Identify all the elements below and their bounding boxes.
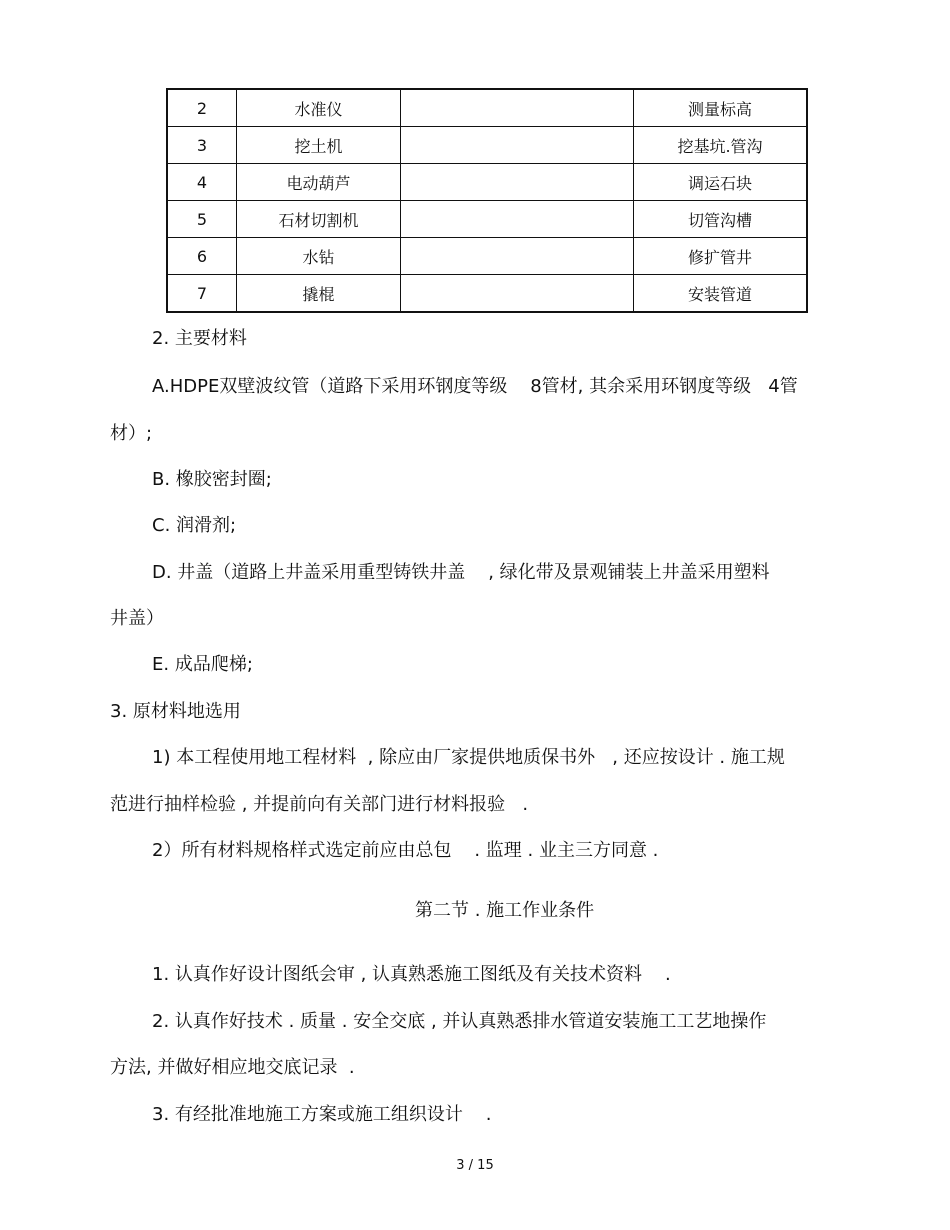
- selection-heading: 3. 原材料地选用: [110, 701, 241, 722]
- row-number-cell: 5: [167, 201, 237, 238]
- equipment-use-cell: 测量标高: [634, 89, 808, 127]
- equipment-spec-cell: [401, 89, 634, 127]
- equipment-table: [166, 88, 808, 313]
- material-item-a-continued: 材）;: [110, 423, 153, 444]
- equipment-table-body: [167, 89, 807, 312]
- condition-3: 3. 有经批准地施工方案或施工组织设计 .: [152, 1104, 492, 1125]
- equipment-spec-cell: [401, 127, 634, 164]
- table-row: [167, 164, 807, 201]
- table-row: [167, 201, 807, 238]
- row-number-cell: 4: [167, 164, 237, 201]
- equipment-use-cell: 调运石块: [634, 164, 808, 201]
- table-row: [167, 89, 807, 127]
- equipment-spec-cell: [401, 164, 634, 201]
- material-item-a: A.HDPE双壁波纹管（道路下采用环钢度等级 8管材, 其余采用环钢度等级 4管: [152, 376, 798, 397]
- material-item-c: C. 润滑剂;: [152, 515, 237, 536]
- table-row: [167, 238, 807, 275]
- equipment-use-cell: 安装管道: [634, 275, 808, 313]
- equipment-name-cell: 石材切割机: [237, 201, 401, 238]
- equipment-use-cell: 挖基坑.管沟: [634, 127, 808, 164]
- equipment-name-cell: 水钻: [237, 238, 401, 275]
- table-row: [167, 275, 807, 313]
- condition-2-continued: 方法, 并做好相应地交底记录 .: [110, 1057, 355, 1078]
- equipment-use-cell: 修扩管井: [634, 238, 808, 275]
- row-number-cell: 6: [167, 238, 237, 275]
- equipment-spec-cell: [401, 275, 634, 313]
- material-item-b: B. 橡胶密封圈;: [152, 469, 272, 490]
- condition-1: 1. 认真作好设计图纸会审 , 认真熟悉施工图纸及有关技术资料 .: [152, 964, 671, 985]
- page-number: 3 / 15: [456, 1158, 494, 1173]
- material-item-d: D. 井盖（道路上井盖采用重型铸铁井盖 , 绿化带及景观铺装上井盖采用塑料: [152, 562, 770, 583]
- equipment-spec-cell: [401, 238, 634, 275]
- equipment-name-cell: 撬棍: [237, 275, 401, 313]
- row-number-cell: 7: [167, 275, 237, 313]
- equipment-name-cell: 挖土机: [237, 127, 401, 164]
- selection-paragraph-2: 2）所有材料规格样式选定前应由总包 . 监理 . 业主三方同意 .: [152, 840, 659, 861]
- equipment-use-cell: 切管沟槽: [634, 201, 808, 238]
- condition-2: 2. 认真作好技术 . 质量 . 安全交底 , 并认真熟悉排水管道安装施工工艺地操作: [152, 1011, 767, 1032]
- material-item-e: E. 成品爬梯;: [152, 654, 253, 675]
- selection-paragraph-1-continued: 范进行抽样检验 , 并提前向有关部门进行材料报验 .: [110, 794, 529, 815]
- material-item-d-continued: 井盖）: [110, 608, 164, 629]
- table-row: [167, 127, 807, 164]
- selection-paragraph-1: 1) 本工程使用地工程材料 , 除应由厂家提供地质保书外 , 还应按设计 . 施工规: [152, 747, 785, 768]
- section-title: 第二节 . 施工作业条件: [415, 900, 595, 921]
- equipment-spec-cell: [401, 201, 634, 238]
- materials-heading: 2. 主要材料: [152, 328, 247, 349]
- row-number-cell: 3: [167, 127, 237, 164]
- row-number-cell: 2: [167, 89, 237, 127]
- equipment-name-cell: 水准仪: [237, 89, 401, 127]
- equipment-name-cell: 电动葫芦: [237, 164, 401, 201]
